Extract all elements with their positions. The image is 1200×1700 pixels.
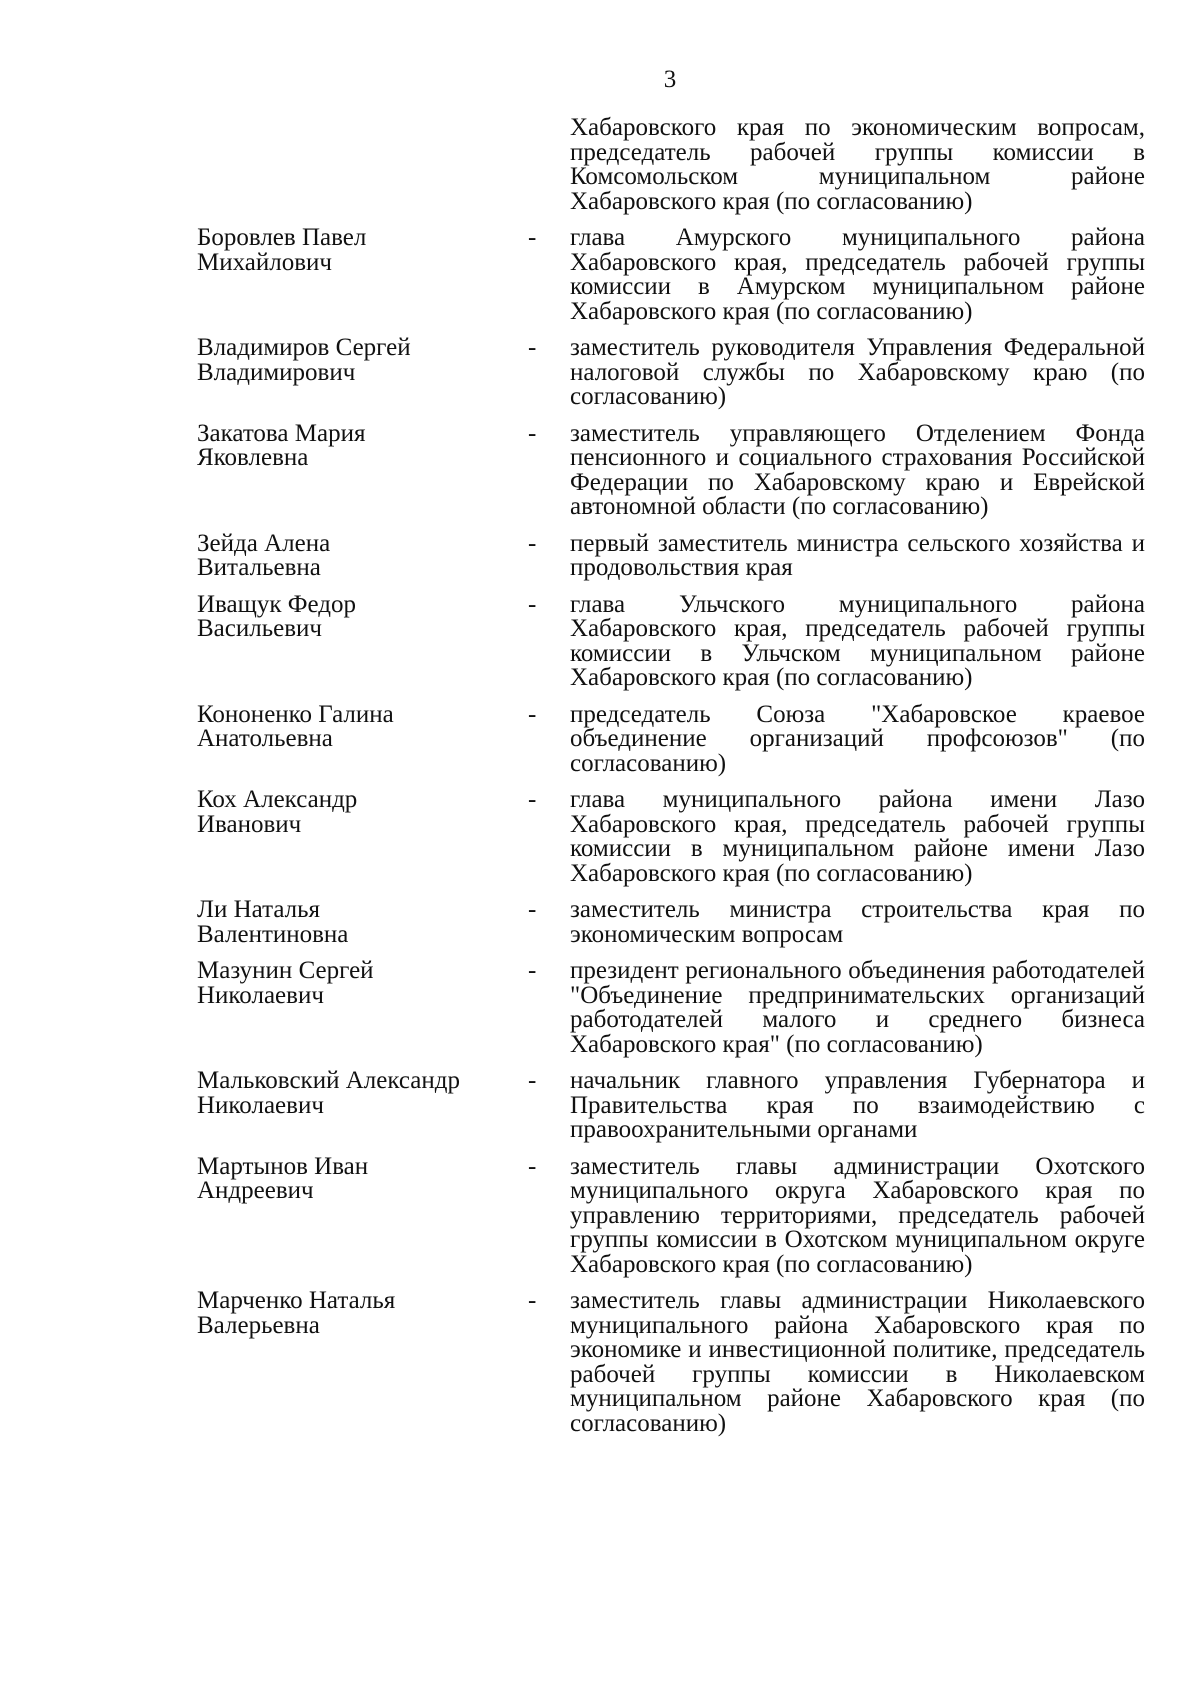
member-patronymic: Васильевич <box>197 615 322 642</box>
member-name <box>0 1152 520 1204</box>
member-surname-name: Владимиров Сергей <box>197 334 411 361</box>
member-entry <box>0 1069 1200 1143</box>
member-patronymic: Валерьевна <box>197 1311 320 1339</box>
member-position: заместитель министра строительства края по экономическим вопросам <box>570 896 1145 948</box>
member-name <box>0 590 520 642</box>
dash: - <box>528 334 537 361</box>
member-position: заместитель главы администрации Николаевского муниципального района Хабаровского края по экономике и инвестиционной политике, председатель рабочей группы комиссии в Николаевском муниципальном районе Хабаровского края (по согласованию) <box>570 1287 1145 1437</box>
member-patronymic: Иванович <box>197 810 302 838</box>
member-name <box>0 700 520 752</box>
member-entry <box>0 590 1200 691</box>
member-surname-name: Мартынов Иван <box>197 1152 369 1180</box>
member-position: первый заместитель министра сельского хозяйства и продовольствия края <box>570 529 1145 581</box>
member-patronymic: Николаевич <box>197 1091 324 1119</box>
member-patronymic: Владимирович <box>197 358 356 386</box>
member-patronymic: Витальевна <box>197 554 321 581</box>
member-name <box>0 1289 520 1338</box>
page-number: 3 <box>663 66 677 93</box>
dash: - <box>528 224 537 251</box>
member-name <box>0 226 520 275</box>
member-entry <box>0 1152 1200 1278</box>
member-position: глава Ульчского муниципального района Хабаровского края, председатель рабочей группы комиссии в Ульчском муниципальном районе Хабаровского края (по согласованию) <box>570 590 1145 691</box>
member-name <box>0 336 520 385</box>
member-name <box>0 1069 520 1118</box>
member-name <box>0 898 520 947</box>
member-surname-name: Мазунин Сергей <box>197 957 374 984</box>
member-entry <box>0 898 1200 947</box>
member-position-continuation: Хабаровского края по экономическим вопросам, председатель рабочей группы комиссии в Комсомольском муниципальном районе Хабаровского края (по согласованию) <box>570 114 1145 215</box>
member-position: председатель Союза "Хабаровское краевое объединение организаций профсоюзов" (по согласованию) <box>570 700 1145 777</box>
member-surname-name: Закатова Мария <box>197 419 366 447</box>
dash: - <box>528 700 537 728</box>
member-name <box>0 419 520 471</box>
dash: - <box>528 1067 537 1094</box>
member-entry <box>0 226 1200 324</box>
member-surname-name: Ли Наталья <box>197 896 321 923</box>
dash: - <box>528 786 537 813</box>
member-patronymic: Яковлевна <box>197 444 309 471</box>
member-list <box>0 116 1200 1448</box>
member-surname-name: Мальковский Александр <box>197 1067 460 1094</box>
member-patronymic: Анатольевна <box>197 725 333 752</box>
member-position: глава муниципального района имени Лазо Хабаровского края, председатель рабочей группы комиссии в муниципальном районе имени Лазо Хабаровского края (по согласованию) <box>570 786 1145 887</box>
member-surname-name: Кох Александр <box>197 786 358 813</box>
member-position: заместитель главы администрации Охотского муниципального округа Хабаровского края по управлению территориями, председатель рабочей группы комиссии в Охотском муниципальном округе Хабаровского края (по согласованию) <box>570 1152 1145 1278</box>
member-position: заместитель руководителя Управления Федеральной налоговой службы по Хабаровскому краю (по согласованию) <box>570 334 1145 410</box>
member-surname-name: Зейда Алена <box>197 529 331 557</box>
member-entry <box>0 336 1200 410</box>
member-name <box>0 959 520 1008</box>
member-entry <box>0 419 1200 520</box>
member-surname-name: Иващук Федор <box>197 590 357 618</box>
member-name <box>0 788 520 837</box>
member-surname-name: Марченко Наталья <box>197 1287 396 1314</box>
member-patronymic: Николаевич <box>197 981 324 1009</box>
member-entry <box>0 788 1200 886</box>
dash: - <box>528 529 537 557</box>
member-entry <box>0 529 1200 581</box>
continuation-entry <box>0 116 1200 214</box>
member-name <box>0 529 520 581</box>
dash: - <box>528 590 537 618</box>
member-surname-name: Кононенко Галина <box>197 700 394 728</box>
dash: - <box>528 957 537 984</box>
member-surname-name: Боровлев Павел <box>197 224 367 251</box>
dash: - <box>528 1287 537 1314</box>
dash: - <box>528 419 537 447</box>
member-patronymic: Андреевич <box>197 1177 314 1204</box>
member-entry <box>0 700 1200 777</box>
member-patronymic: Валентиновна <box>197 920 349 948</box>
member-entry <box>0 1289 1200 1436</box>
dash: - <box>528 896 537 923</box>
member-position: президент регионального объединения работодателей "Объединение предпринимательских организаций работодателей малого и среднего бизнеса Хабаровского края" (по согласованию) <box>570 957 1145 1058</box>
member-position: заместитель управляющего Отделением Фонда пенсионного и социального страхования Российской Федерации по Хабаровскому краю и Еврейской автономной области (по согласованию) <box>570 419 1145 520</box>
member-position: глава Амурского муниципального района Хабаровского края, председатель рабочей группы комиссии в Амурском муниципальном районе Хабаровского края (по согласованию) <box>570 224 1145 325</box>
member-position: начальник главного управления Губернатора и Правительства края по взаимодействию с правоохранительными органами <box>570 1067 1145 1143</box>
member-patronymic: Михайлович <box>197 248 332 276</box>
dash: - <box>528 1152 537 1180</box>
member-entry <box>0 959 1200 1057</box>
